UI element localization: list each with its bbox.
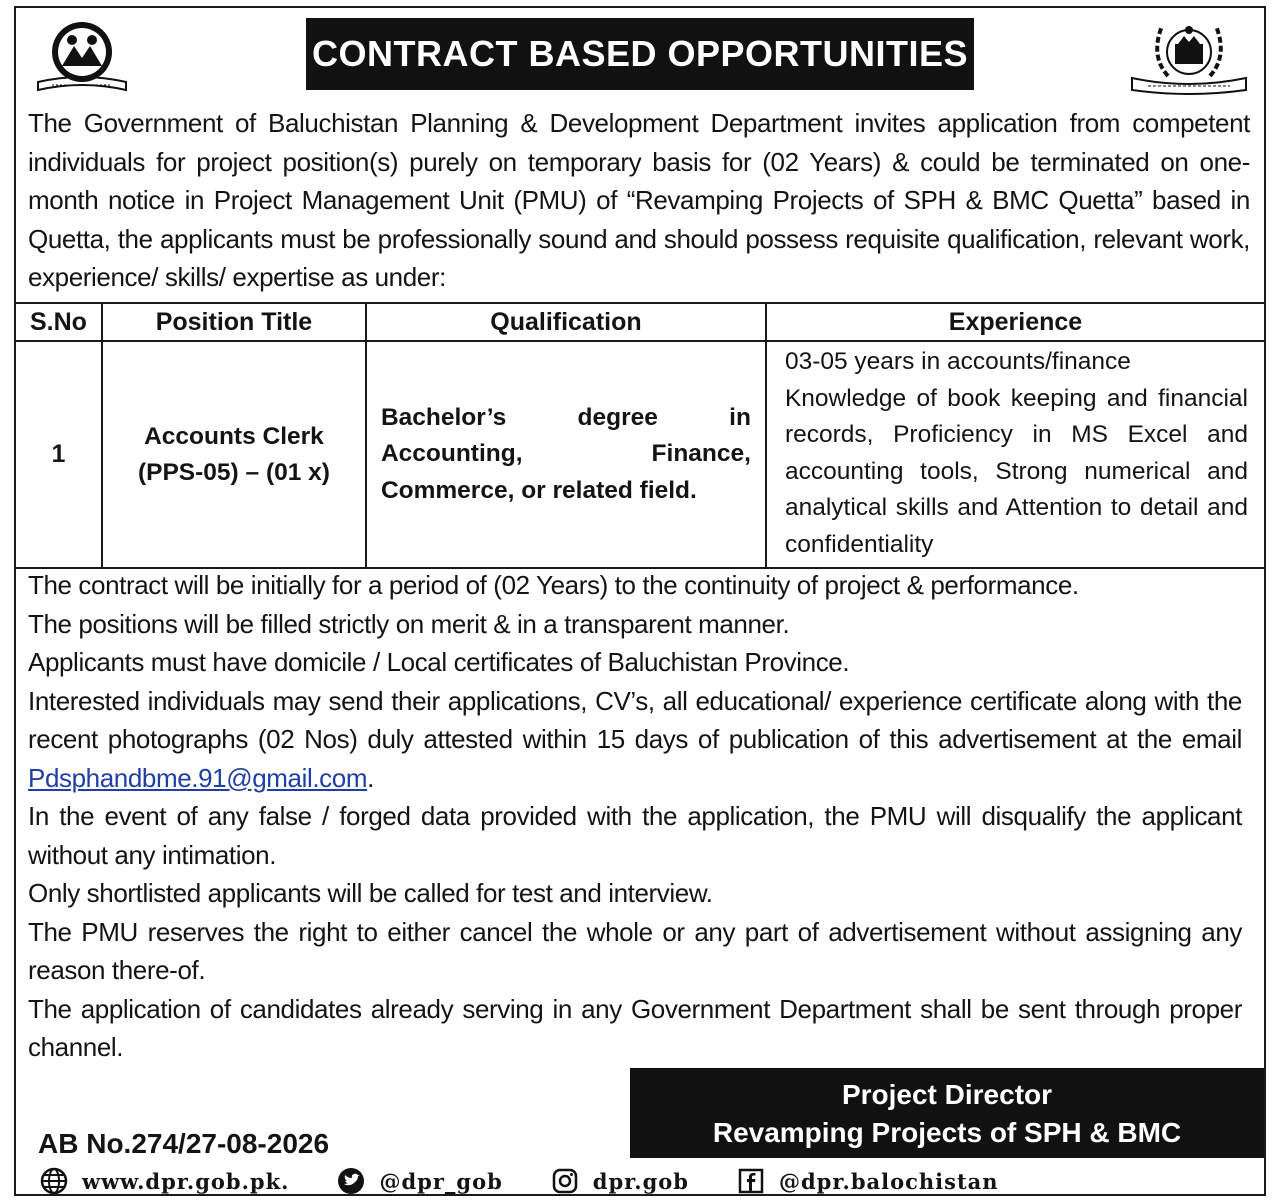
signature-block	[630, 1068, 1264, 1158]
term-contract-period: The contract will be initially for a period of (02 Years) to the continuity of project & performance.	[28, 570, 1079, 600]
footer-website[interactable]	[40, 1167, 289, 1195]
facebook-icon	[737, 1167, 765, 1195]
page-title: CONTRACT BASED OPPORTUNITIES	[306, 18, 974, 90]
footer-social-bar	[40, 1164, 1220, 1198]
footer-instagram[interactable]	[551, 1167, 689, 1195]
term-application-end: .	[367, 762, 374, 793]
position-grade: (PPS-05) – (01 x)	[137, 458, 330, 486]
balochistan-government-emblem-icon	[32, 16, 132, 96]
cell-position	[102, 341, 366, 568]
term-merit: The positions will be filled strictly on merit & in a transparent manner.	[28, 608, 790, 639]
footer-twitter[interactable]	[337, 1167, 502, 1195]
positions-table	[14, 302, 1266, 569]
cell-sno: 1	[15, 341, 102, 568]
experience-details: Knowledge of book keeping and financial records, Proficiency in MS Excel and accounting tools, Strong numerical and analytical skills and Attention to detail and confidentiality	[784, 384, 1248, 558]
experience-years: 03-05 years in accounts/finance	[784, 348, 1131, 375]
instagram-icon	[551, 1167, 579, 1195]
twitter-icon	[337, 1167, 365, 1195]
term-application-text: Interested individuals may send their applications, CV’s, all educational/ experience certificate along with the recent photographs (02 Nos) duly attested within 15 days of publication of this advertisement at the email	[28, 685, 1242, 754]
cell-qualification: Bachelor’s degree in Accounting, Finance, Commerce, or related field.	[366, 341, 766, 568]
column-header-experience: Experience	[766, 303, 1265, 341]
email-link[interactable]: Pdsphandbme.91@gmail.com	[28, 762, 368, 793]
column-header-position: Position Title	[102, 303, 366, 341]
cell-experience	[766, 341, 1265, 568]
term-cancel-rights: The PMU reserves the right to either cancel the whole or any part of advertisement without assigning any reason there-of.	[28, 916, 1242, 985]
website-link[interactable]: www.dpr.gob.pk.	[82, 1168, 290, 1194]
terms-list	[28, 566, 1242, 1067]
table-header-row	[15, 303, 1265, 341]
facebook-handle[interactable]: @dpr.balochistan	[779, 1168, 999, 1194]
twitter-handle[interactable]: @dpr_gob	[379, 1168, 503, 1194]
term-proper-channel: The application of candidates already serving in any Government Department shall be sent through proper channel.	[28, 993, 1242, 1062]
footer-facebook[interactable]	[737, 1167, 999, 1195]
term-forged-data: In the event of any false / forged data provided with the application, the PMU will disqualify the applicant without any intimation.	[28, 801, 1242, 870]
dpr-emblem-icon	[1128, 16, 1250, 98]
instagram-handle[interactable]: dpr.gob	[592, 1168, 689, 1194]
column-header-sno: S.No	[15, 303, 102, 341]
globe-icon	[40, 1167, 68, 1195]
term-domicile: Applicants must have domicile / Local certificates of Baluchistan Province.	[28, 647, 850, 677]
term-application	[28, 682, 1242, 798]
position-title: Accounts Clerk	[144, 422, 324, 450]
table-row	[15, 341, 1265, 568]
intro-paragraph: The Government of Baluchistan Planning & Development Department invites application from competent individuals for project position(s) purely on temporary basis for (02 Years) & could be terminated on one-month notice in Project Management Unit (PMU) of “Revamping Projects of SPH & BMC Quetta” based in Quetta, the applicants must be professionally sound and should possess requisite qualification, relevant work, experience/ skills/ expertise as under:	[28, 108, 1250, 292]
signature-designation: Project Director	[841, 1079, 1053, 1110]
ad-number: AB No.274/27-08-2026	[38, 1128, 330, 1159]
term-shortlisted: Only shortlisted applicants will be called for test and interview.	[28, 878, 713, 908]
signature-project: Revamping Projects of SPH & BMC	[712, 1117, 1182, 1148]
column-header-qualification: Qualification	[366, 303, 766, 341]
